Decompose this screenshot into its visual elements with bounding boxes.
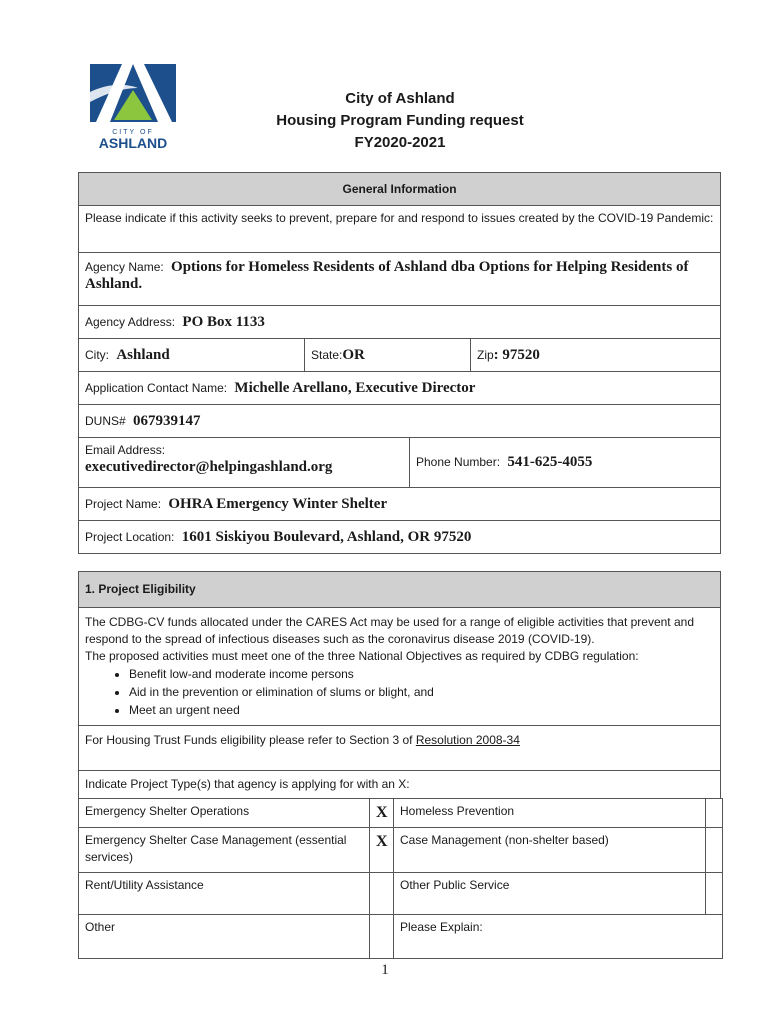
project-type-checkbox[interactable]: X [370, 799, 394, 828]
agency-address-field[interactable] [79, 306, 721, 339]
resolution-link[interactable]: Resolution 2008-34 [415, 733, 520, 747]
project-type-checkbox[interactable] [370, 915, 394, 959]
city-field[interactable] [79, 339, 305, 372]
contact-name-field[interactable] [79, 372, 721, 405]
eligibility-description [79, 608, 721, 726]
project-eligibility-table [78, 571, 721, 799]
email-label: Email Address: [85, 443, 166, 457]
city-value: Ashland [116, 346, 170, 363]
national-objectives-list [85, 665, 714, 719]
eligibility-para1: The CDBG-CV funds allocated under the CARES Act may be used for a range of eligible activities that prevent and respond to the spread of infectious diseases such as the coronavirus disease 2019 (COVID-19). [85, 615, 694, 646]
project-type-label: Other [79, 915, 370, 959]
state-field[interactable] [305, 339, 471, 372]
logo-text-line1: CITY OF [112, 129, 154, 136]
project-name-label: Project Name: [85, 496, 162, 511]
project-eligibility-header: 1. Project Eligibility [79, 572, 721, 608]
state-label: State: [311, 347, 343, 362]
covid-prompt: Please indicate if this activity seeks to prevent, prepare for and respond to issues created by the COVID-19 Pandemic: [79, 206, 721, 253]
duns-field[interactable] [79, 405, 721, 438]
please-explain-field[interactable]: Please Explain: [394, 915, 723, 959]
agency-name-value: Options for Homeless Residents of Ashland dba Options for Helping Residents of Ashland. [85, 259, 689, 292]
duns-label: DUNS# [85, 413, 126, 428]
list-item: • Aid in the prevention or elimination of slums or blight, and [129, 683, 714, 701]
project-type-prompt: Indicate Project Type(s) that agency is applying for with an X: [79, 771, 721, 799]
project-type-checkbox[interactable]: X [370, 828, 394, 873]
project-type-checkbox[interactable] [706, 799, 723, 828]
document-heading [240, 88, 560, 154]
project-name-value: OHRA Emergency Winter Shelter [168, 495, 388, 512]
project-type-label: Case Management (non-shelter based) [394, 828, 706, 873]
city-of-ashland-logo [86, 62, 180, 152]
trust-funds-text: For Housing Trust Funds eligibility please refer to Section 3 of [85, 733, 416, 747]
project-type-checkbox[interactable] [706, 873, 723, 915]
project-type-checkbox[interactable] [706, 828, 723, 873]
trust-funds-note [79, 726, 721, 771]
eligibility-para2: The proposed activities must meet one of the three National Objectives as required by CDBG regulation: [85, 649, 639, 663]
state-value: OR [342, 346, 365, 363]
general-information-header: General Information [79, 173, 721, 206]
contact-name-value: Michelle Arellano, Executive Director [234, 379, 476, 396]
city-label: City: [85, 347, 109, 362]
zip-field[interactable] [471, 339, 721, 372]
email-field[interactable] [79, 438, 410, 488]
project-location-label: Project Location: [85, 529, 175, 544]
phone-label: Phone Number: [416, 455, 501, 469]
project-types-table [78, 798, 723, 959]
general-information-table [78, 172, 721, 554]
list-item: • Meet an urgent need [129, 701, 714, 719]
project-location-field[interactable] [79, 521, 721, 554]
project-name-field[interactable] [79, 488, 721, 521]
agency-name-label: Agency Name: [85, 260, 164, 274]
heading-city: City of Ashland [345, 90, 455, 107]
project-type-label: Other Public Service [394, 873, 706, 915]
email-value: executivedirector@helpingashland.org [85, 459, 333, 475]
contact-name-label: Application Contact Name: [85, 380, 228, 395]
agency-address-label: Agency Address: [85, 314, 176, 329]
phone-value: 541-625-4055 [507, 454, 593, 470]
project-type-checkbox[interactable] [370, 873, 394, 915]
agency-address-value: PO Box 1133 [182, 313, 265, 330]
zip-value: : 97520 [493, 346, 540, 363]
project-type-label: Emergency Shelter Case Management (essential services) [79, 828, 370, 873]
project-location-value: 1601 Siskiyou Boulevard, Ashland, OR 97520 [181, 528, 472, 545]
agency-name-field[interactable] [79, 253, 721, 306]
zip-label: Zip [477, 347, 494, 362]
ashland-a-logo-icon [86, 62, 180, 152]
heading-program: Housing Program Funding request [276, 112, 524, 129]
project-type-label: Rent/Utility Assistance [79, 873, 370, 915]
duns-value: 067939147 [133, 412, 201, 429]
heading-fiscal-year: FY2020-2021 [354, 134, 446, 151]
project-type-label: Homeless Prevention [394, 799, 706, 828]
list-item: • Benefit low-and moderate income persons [129, 665, 714, 683]
phone-field[interactable] [410, 438, 721, 488]
logo-text-line2: ASHLAND [98, 135, 168, 151]
page-number: 1 [381, 962, 389, 978]
project-type-label: Emergency Shelter Operations [79, 799, 370, 828]
